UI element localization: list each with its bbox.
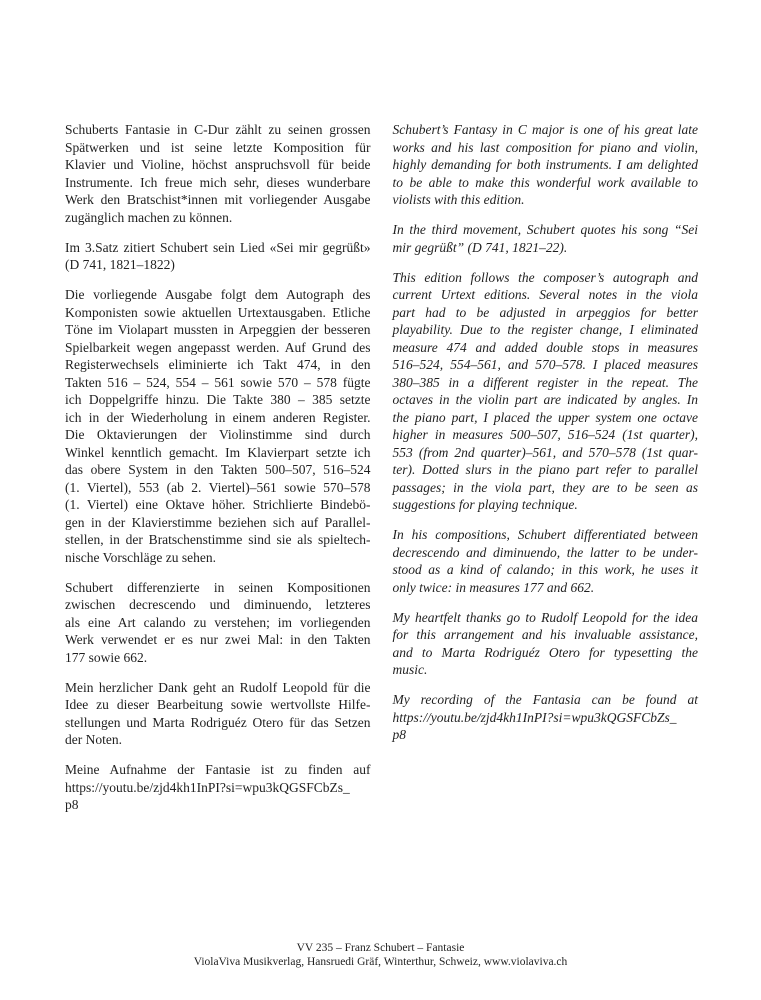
text-line: stellungen und Marta Rodriguéz Otero für das Setzen [65,714,371,730]
text-line: mir gegrüßt” (D 741, 1821–22). [392,239,568,255]
text-line: Schubert differenzierte in seinen Kompositionen [65,579,371,595]
text-line: suggestions for playing technique. [392,497,578,512]
text-line: https://youtu.be/zjd4kh1InPI?si=wpu3kQGSFCbZs_ [65,779,350,795]
text-line: p8 [392,727,406,742]
text-line: higher in measures 500–507, 516–524 (1st quarter), [392,427,698,442]
text-line: Instrumente. Ich freue mich sehr, dieses wunderbare [65,174,371,190]
text-line: gen in der Klavierstimme beziehen sich auf Parallel- [65,514,371,530]
paragraph [65,121,371,226]
text-line: 553 (from 2nd quarter)–561, and 570–578 (1st quar- [392,444,698,460]
text-line: current Urtext editions. Several notes in the viola [392,287,698,302]
text-line: ter). Dotted slurs in the piano part refer to parallel [392,462,698,477]
text-line: the piano part, I placed the upper system one octave [392,409,698,425]
text-line: Komponisten sowie aktuellen Urtextausgaben. Etliche [65,304,371,320]
text-line: ich in der Wiederholung in einem anderen Register. [65,409,371,425]
text-line: violists with this edition. [392,192,525,207]
text-line: passages; in the viola part, they are to be seen as [392,479,698,495]
text-line: ich Doppelgriffe hinzu. Die Takte 380 – 385 setzte [65,392,371,407]
text-line: In his compositions, Schubert differentiated between [392,527,698,542]
text-line: Schuberts Fantasie in C-Dur zählt zu seinen grossen [65,122,371,137]
text-line: to be able to make this wonderful work available to [392,174,698,190]
text-line: https://youtu.be/zjd4kh1InPI?si=wpu3kQGSFCbZs_ [392,709,677,725]
text-line: stellen, in der Bratschenstimme sind sie als spieltech- [65,532,371,547]
text-line: part had to be adjusted in arpeggios for better [392,304,698,320]
text-line: Spielbarkeit wegen angepasst werden. Auf Grund des [65,339,371,355]
text-line: highly demanding for both instruments. I am delighted [392,157,698,172]
text-line: 380–385 in a different register in the repeat. The [392,374,698,390]
text-line: Winkel kenntlich gemacht. Im Klavierpart setzte ich [65,444,371,460]
footer-edition-line: VV 235 – Franz Schubert – Fantasie [296,942,465,954]
text-line: das obere System in den Takten 500–507, 516–524 [65,462,371,477]
text-line: nische Vorschläge zu sehen. [65,549,216,565]
text-line: als eine Art calando zu verstehen; im vorliegenden [65,614,371,630]
paragraph [393,609,699,679]
text-line: only twice: in measures 177 and 662. [392,579,595,595]
paragraph [65,286,371,566]
paragraph [65,679,371,749]
text-line: My recording of the Fantasia can be found at [392,692,698,707]
text-line: music. [392,662,428,677]
text-line: for this arrangement and his invaluable assistance, [392,627,698,642]
text-line: Die Oktavierungen der Violinstimme sind durch [65,427,371,442]
page-footer [0,941,761,969]
text-line: Werk den Bratschist*innen mit vorliegender Ausgabe [65,192,371,207]
text-line: zugänglich machen zu können. [65,209,233,225]
paragraph [65,579,371,667]
text-line: Mein herzlicher Dank geht an Rudolf Leopold für die [65,679,371,695]
text-line: Spätwerken und ist seine letzte Komposition für [65,139,371,155]
text-line: zwischen decrescendo und diminuendo, letzteres [65,597,371,612]
english-preface-column [393,121,699,814]
text-line: Die vorliegende Ausgabe folgt dem Autograph des [65,287,371,302]
text-line: This edition follows the composer’s autograph and [392,269,698,285]
text-line: Töne im Violapart mussten in Arpeggien der besseren [65,322,371,337]
german-preface-column [65,121,371,814]
text-line: and to Marta Rodriguéz Otero for typesetting the [392,644,698,660]
paragraph [65,761,371,814]
preface-text-area [65,121,698,814]
text-line: measure 474 and added double stops in measures [392,339,698,355]
text-line: My heartfelt thanks go to Rudolf Leopold for the idea [392,609,698,625]
text-line: der Noten. [65,732,122,747]
text-line: 516–524, 554–561, and 570–578. I placed measures [392,357,698,372]
paragraph [393,221,699,256]
text-line: p8 [65,797,79,812]
text-line: Im 3.Satz zitiert Schubert sein Lied «Sei mir gegrüßt» [65,239,371,255]
text-line: playability. Due to the register change, I eliminated [392,322,698,337]
text-line: Takten 516 – 524, 554 – 561 sowie 570 – 578 fügte [65,374,371,390]
paragraph [393,691,699,744]
text-line: Idee zu dieser Bearbeitung sowie wertvollste Hilfe- [65,697,371,712]
text-line: Werk verwendet er es nur zwei Mal: in den Takten [65,632,371,647]
text-line: octaves in the violin part are indicated by angles. In [392,392,698,407]
text-line: works and his last composition for piano and violin, [392,139,698,155]
footer-publisher-line: ViolaViva Musikverlag, Hansruedi Gräf, Winterthur, Schweiz, www.violaviva.ch [193,956,568,968]
paragraph [393,526,699,596]
paragraph [393,269,699,514]
text-line: (1. Viertel), 553 (ab 2. Viertel)–561 sowie 570–578 [65,479,371,495]
text-line: In the third movement, Schubert quotes his song “Sei [392,222,698,237]
text-line: (1. Viertel) eine Oktave höher. Strichlierte Bindebö- [65,497,371,512]
text-line: Registerwechsels eliminierte ich Takt 474, in den [65,357,371,372]
text-line: Klavier und Violine, höchst anspruchsvoll für beide [65,157,371,172]
paragraph [393,121,699,209]
paragraph [65,239,371,274]
text-line: decrescendo and diminuendo, the latter to be under- [392,544,698,560]
text-line: stood as a kind of calando; in this work, he uses it [392,562,698,577]
text-line: (D 741, 1821–1822) [65,257,175,272]
text-line: 177 sowie 662. [65,649,148,665]
text-line: Meine Aufnahme der Fantasie ist zu finden auf [65,762,371,777]
text-line: Schubert’s Fantasy in C major is one of his great late [392,122,698,137]
